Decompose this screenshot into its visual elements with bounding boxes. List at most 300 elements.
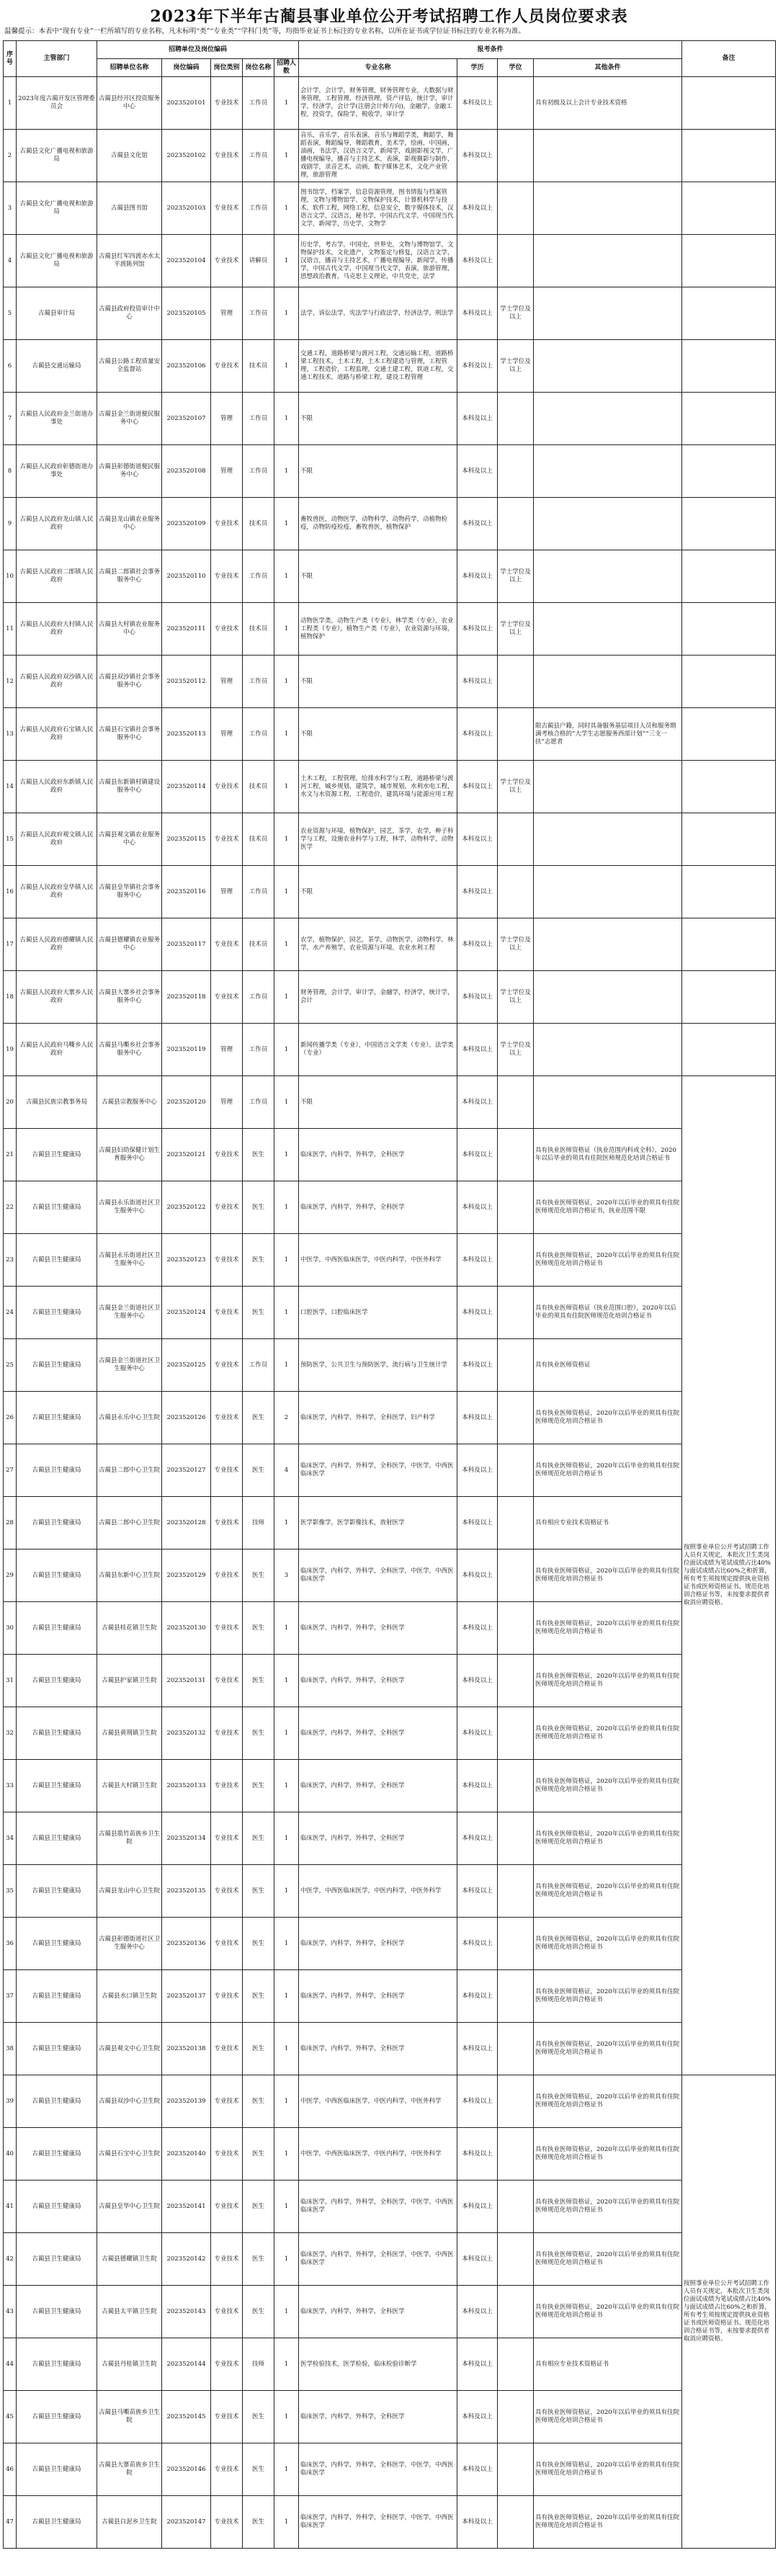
cell-edu: 本科及以上 xyxy=(457,1707,498,1760)
cell-dept: 古蔺县卫生健康局 xyxy=(17,1129,97,1181)
cell-code: 2023520110 xyxy=(162,550,211,603)
cell-pname: 工作员 xyxy=(243,182,274,235)
cell-other: 具有执业医师资格证，2020年以后毕业的须具有住院医师规范化培训合格证书 xyxy=(534,1918,682,1970)
cell-pname: 工作员 xyxy=(243,77,274,130)
cell-ptype: 专业技术 xyxy=(211,2391,243,2443)
cell-major: 临床医学，内科学，外科学，全科医学 xyxy=(299,1970,457,2023)
table-row xyxy=(4,393,776,445)
cell-num: 1 xyxy=(274,1287,299,1339)
cell-edu: 本科及以上 xyxy=(457,1444,498,1497)
cell-pname: 医生 xyxy=(243,1918,274,1970)
table-row xyxy=(4,1234,776,1287)
cell-other: 具有执业医师资格证，2020年以后毕业的须具有住院医师规范化培训合格证书 xyxy=(534,2496,682,2549)
cell-ptype: 管理 xyxy=(211,445,243,498)
cell-ptype: 专业技术 xyxy=(211,2023,243,2075)
cell-pname: 工作员 xyxy=(243,656,274,708)
cell-num: 1 xyxy=(274,1812,299,1865)
table-body xyxy=(4,77,776,2549)
table-row xyxy=(4,866,776,918)
cell-major: 中医学，中西医临床医学，中医内科学，中医外科学 xyxy=(299,2128,457,2181)
cell-pname: 工作员 xyxy=(243,550,274,603)
cell-unit: 古蔺县金兰街道便民服务中心 xyxy=(97,393,162,445)
cell-code: 2023520126 xyxy=(162,1392,211,1444)
cell-major: 临床医学，内科学，外科学，全科医学 xyxy=(299,2286,457,2338)
cell-ptype: 专业技术 xyxy=(211,813,243,866)
cell-edu: 本科及以上 xyxy=(457,813,498,866)
cell-dept: 古蔺县卫生健康局 xyxy=(17,1602,97,1655)
cell-degree xyxy=(498,2338,534,2391)
cell-code: 2023520101 xyxy=(162,77,211,130)
cell-pname: 工作员 xyxy=(243,1024,274,1076)
cell-major: 医学影像学，医学影像技术，放射医学 xyxy=(299,1497,457,1549)
cell-seq: 23 xyxy=(4,1234,17,1287)
cell-degree: 学士学位及以上 xyxy=(498,287,534,340)
table-row xyxy=(4,971,776,1024)
cell-num: 4 xyxy=(274,1444,299,1497)
cell-seq: 35 xyxy=(4,1865,17,1918)
table-row xyxy=(4,2286,776,2338)
cell-major: 临床医学，内科学，外科学，全科医学 xyxy=(299,2023,457,2075)
cell-major: 预防医学，公共卫生与预防医学，流行病与卫生统计学 xyxy=(299,1339,457,1392)
header-degree: 学位 xyxy=(498,59,534,77)
cell-pname: 医生 xyxy=(243,1760,274,1812)
cell-remark xyxy=(682,918,776,971)
cell-ptype: 专业技术 xyxy=(211,971,243,1024)
cell-edu: 本科及以上 xyxy=(457,1076,498,1129)
table-row xyxy=(4,2233,776,2286)
cell-degree xyxy=(498,2233,534,2286)
cell-ptype: 专业技术 xyxy=(211,1129,243,1181)
cell-other: 具有相应专业技术资格证书 xyxy=(534,2338,682,2391)
cell-unit: 古蔺县永乐街道社区卫生服务中心 xyxy=(97,1234,162,1287)
cell-code: 2023520129 xyxy=(162,1549,211,1602)
cell-other: 具有执业医师资格证，2020年以后毕业的须具有住院医师规范化培训合格证书 xyxy=(534,2391,682,2443)
cell-other xyxy=(534,182,682,235)
cell-major: 交通工程，道路桥梁与渡河工程，交通运输工程，道路桥梁工程技术，土木工程，土木工程建造与管理，工程管理，工程造价，工程监理，交通土建工程，铁道工程，交通工程技术，道路与桥梁工程，建设工程管理 xyxy=(299,340,457,393)
cell-major: 临床医学，内科学，外科学，全科医学 xyxy=(299,1181,457,1234)
cell-unit: 古蔺县妇幼保健计划生育服务中心 xyxy=(97,1129,162,1181)
cell-edu: 本科及以上 xyxy=(457,2023,498,2075)
cell-other: 具有执业医师资格证，2020年以后毕业的须具有住院医师规范化培训合格证书 xyxy=(534,1234,682,1287)
cell-code: 2023520138 xyxy=(162,2023,211,2075)
cell-edu: 本科及以上 xyxy=(457,1549,498,1602)
table-row xyxy=(4,1707,776,1760)
cell-other: 具有执业医师资格证，2020年以后毕业的须具有住院医师规范化培训合格证书 xyxy=(534,1970,682,2023)
cell-unit: 古蔺县龙山镇农业服务中心 xyxy=(97,498,162,550)
cell-dept: 古蔺县卫生健康局 xyxy=(17,1918,97,1970)
cell-pname: 医生 xyxy=(243,1234,274,1287)
cell-other: 具有相应专业技术资格证书 xyxy=(534,1497,682,1549)
cell-major: 土木工程，工程管理，给排水科学与工程，道路桥梁与渡河工程，城乡规划，建筑学，城市规划，水利水电工程，水文与水资源工程，工程造价，建筑环境与能源应用工程 xyxy=(299,761,457,813)
cell-edu: 本科及以上 xyxy=(457,1970,498,2023)
cell-other: 具有执业医师资格证（执业范围内科或全科），2020年以后毕业的须具有住院医师规范化培训合格证书 xyxy=(534,1129,682,1181)
cell-num: 1 xyxy=(274,2496,299,2549)
cell-edu: 本科及以上 xyxy=(457,1865,498,1918)
cell-seq: 34 xyxy=(4,1812,17,1865)
cell-pname: 技师 xyxy=(243,1497,274,1549)
cell-degree xyxy=(498,1602,534,1655)
cell-code: 2023520117 xyxy=(162,918,211,971)
cell-ptype: 专业技术 xyxy=(211,1444,243,1497)
cell-edu: 本科及以上 xyxy=(457,1129,498,1181)
cell-unit: 古蔺县皇华中心卫生院 xyxy=(97,2181,162,2233)
cell-num: 1 xyxy=(274,2233,299,2286)
cell-dept: 古蔺县卫生健康局 xyxy=(17,1865,97,1918)
cell-unit: 古蔺县太平镇卫生院 xyxy=(97,2286,162,2338)
cell-major: 临床医学，内科学，外科学，全科医学，中医学，中西医临床医学 xyxy=(299,2233,457,2286)
cell-unit: 古蔺县经开区投资服务中心 xyxy=(97,77,162,130)
cell-code: 2023520123 xyxy=(162,1234,211,1287)
cell-other: 具有执业医师资格证，2020年以后毕业的须具有住院医师规范化培训合格证书，执业范围不限 xyxy=(534,1181,682,1234)
cell-dept: 古蔺县文化广播电视和旅游局 xyxy=(17,235,97,287)
cell-code: 2023520113 xyxy=(162,708,211,761)
cell-dept: 古蔺县卫生健康局 xyxy=(17,2338,97,2391)
cell-num: 1 xyxy=(274,918,299,971)
cell-major: 临床医学，内科学，外科学，全科医学，中医学，中西医临床医学 xyxy=(299,2181,457,2233)
cell-other: 具有执业医师资格证，2020年以后毕业的须具有住院医师规范化培训合格证书 xyxy=(534,1707,682,1760)
cell-major: 临床医学，内科学，外科学，全科医学 xyxy=(299,2391,457,2443)
cell-seq: 7 xyxy=(4,393,17,445)
cell-edu: 本科及以上 xyxy=(457,1181,498,1234)
cell-other xyxy=(534,656,682,708)
cell-degree xyxy=(498,1129,534,1181)
cell-ptype: 专业技术 xyxy=(211,340,243,393)
table-row xyxy=(4,2391,776,2443)
header-seq: 序号 xyxy=(4,41,17,77)
cell-pname: 医生 xyxy=(243,2181,274,2233)
cell-num: 1 xyxy=(274,445,299,498)
cell-unit: 古蔺县彰德街道便民服务中心 xyxy=(97,445,162,498)
cell-remark xyxy=(682,761,776,813)
cell-num: 1 xyxy=(274,971,299,1024)
cell-ptype: 专业技术 xyxy=(211,1812,243,1865)
cell-num: 1 xyxy=(274,1234,299,1287)
cell-unit: 古蔺县大寨苗族乡卫生院 xyxy=(97,2443,162,2496)
cell-code: 2023520137 xyxy=(162,1970,211,2023)
cell-dept: 古蔺县交通运输局 xyxy=(17,340,97,393)
header-other: 其他条件 xyxy=(534,59,682,77)
cell-dept: 古蔺县文化广播电视和旅游局 xyxy=(17,130,97,182)
cell-dept: 古蔺县卫生健康局 xyxy=(17,1234,97,1287)
cell-ptype: 专业技术 xyxy=(211,1655,243,1707)
cell-seq: 47 xyxy=(4,2496,17,2549)
cell-edu: 本科及以上 xyxy=(457,1812,498,1865)
cell-other xyxy=(534,287,682,340)
cell-degree xyxy=(498,393,534,445)
cell-other xyxy=(534,918,682,971)
table-row xyxy=(4,761,776,813)
cell-num: 1 xyxy=(274,1865,299,1918)
cell-remark xyxy=(682,656,776,708)
cell-code: 2023520114 xyxy=(162,761,211,813)
cell-remark xyxy=(682,708,776,761)
cell-edu: 本科及以上 xyxy=(457,1234,498,1287)
cell-num: 1 xyxy=(274,761,299,813)
cell-num: 1 xyxy=(274,393,299,445)
table-row xyxy=(4,1812,776,1865)
cell-dept: 古蔺县卫生健康局 xyxy=(17,1707,97,1760)
cell-edu: 本科及以上 xyxy=(457,2181,498,2233)
cell-seq: 45 xyxy=(4,2391,17,2443)
cell-ptype: 专业技术 xyxy=(211,498,243,550)
cell-pname: 技师 xyxy=(243,2338,274,2391)
cell-major: 畜牧兽医，动物医学，动物科学，动物药学，动植物检疫，动物防疫检疫，畜牧兽医，植物保护 xyxy=(299,498,457,550)
cell-num: 1 xyxy=(274,708,299,761)
cell-code: 2023520142 xyxy=(162,2233,211,2286)
cell-edu: 本科及以上 xyxy=(457,971,498,1024)
cell-dept: 古蔺县人民政府德耀镇人民政府 xyxy=(17,918,97,971)
cell-pname: 工作员 xyxy=(243,1076,274,1129)
cell-unit: 古蔺县二郎镇社会事务服务中心 xyxy=(97,550,162,603)
cell-edu: 本科及以上 xyxy=(457,1655,498,1707)
cell-ptype: 专业技术 xyxy=(211,2075,243,2128)
table-row xyxy=(4,182,776,235)
cell-seq: 29 xyxy=(4,1549,17,1602)
cell-unit: 古蔺县观文中心卫生院 xyxy=(97,2023,162,2075)
cell-unit: 古蔺县丹桂镇卫生院 xyxy=(97,2338,162,2391)
cell-other: 具有执业医师资格证，2020年以后毕业的须具有住院医师规范化培训合格证书 xyxy=(534,2233,682,2286)
cell-code: 2023520112 xyxy=(162,656,211,708)
cell-pname: 医生 xyxy=(243,1392,274,1444)
cell-code: 2023520111 xyxy=(162,603,211,656)
cell-pname: 医生 xyxy=(243,1129,274,1181)
header-dept: 主管部门 xyxy=(17,41,97,77)
cell-other: 具有执业医师资格证，2020年以后毕业的须具有住院医师规范化培训合格证书 xyxy=(534,1812,682,1865)
cell-pname: 技术员 xyxy=(243,813,274,866)
cell-unit: 古蔺县政府投资审计中心 xyxy=(97,287,162,340)
cell-ptype: 专业技术 xyxy=(211,2286,243,2338)
table-row xyxy=(4,1287,776,1339)
cell-num: 1 xyxy=(274,340,299,393)
table-row xyxy=(4,2338,776,2391)
cell-dept: 古蔺县卫生健康局 xyxy=(17,1812,97,1865)
cell-seq: 21 xyxy=(4,1129,17,1181)
cell-num: 1 xyxy=(274,2128,299,2181)
cell-num: 1 xyxy=(274,1760,299,1812)
cell-major: 中医学，中西医临床医学，中医内科学，中医外科学 xyxy=(299,2075,457,2128)
cell-seq: 25 xyxy=(4,1339,17,1392)
cell-seq: 13 xyxy=(4,708,17,761)
cell-edu: 本科及以上 xyxy=(457,77,498,130)
cell-major: 临床医学，内科学，外科学，全科医学 xyxy=(299,1707,457,1760)
cell-num: 1 xyxy=(274,235,299,287)
cell-ptype: 管理 xyxy=(211,866,243,918)
cell-edu: 本科及以上 xyxy=(457,235,498,287)
cell-code: 2023520146 xyxy=(162,2443,211,2496)
cell-code: 2023520102 xyxy=(162,130,211,182)
cell-pname: 技术员 xyxy=(243,918,274,971)
cell-seq: 37 xyxy=(4,1970,17,2023)
cell-code: 2023520130 xyxy=(162,1602,211,1655)
cell-unit: 古蔺县德耀镇农业服务中心 xyxy=(97,918,162,971)
cell-pname: 医生 xyxy=(243,1865,274,1918)
cell-other xyxy=(534,235,682,287)
cell-dept: 古蔺县人民政府二郎镇人民政府 xyxy=(17,550,97,603)
cell-dept: 古蔺县卫生健康局 xyxy=(17,1970,97,2023)
cell-unit: 古蔺县二郎中心卫生院 xyxy=(97,1497,162,1549)
cell-major: 图书馆学，档案学，信息资源管理，图书情报与档案管理，文物与博物馆学，文物保护技术，计算机科学与技术，软件工程，网络工程，信息安全，数字媒体技术，汉语言文学，汉语言，秘书学，中国古代文学，中国现当代文学，新闻学，历史学，文物学 xyxy=(299,182,457,235)
cell-code: 2023520120 xyxy=(162,1076,211,1129)
cell-seq: 36 xyxy=(4,1918,17,1970)
cell-remark xyxy=(682,235,776,287)
cell-dept: 古蔺县卫生健康局 xyxy=(17,2233,97,2286)
cell-num: 1 xyxy=(274,1602,299,1655)
cell-ptype: 专业技术 xyxy=(211,2233,243,2286)
cell-num: 1 xyxy=(274,1339,299,1392)
cell-dept: 古蔺县卫生健康局 xyxy=(17,2443,97,2496)
page-title: 2023年下半年古蔺县事业单位公开考试招聘工作人员岗位要求表 xyxy=(150,7,628,26)
cell-other xyxy=(534,603,682,656)
cell-edu: 本科及以上 xyxy=(457,1760,498,1812)
cell-unit: 古蔺县东新中心卫生院 xyxy=(97,1549,162,1602)
cell-edu: 本科及以上 xyxy=(457,2075,498,2128)
cell-dept: 2023年度古蔺开发区管理委员会 xyxy=(17,77,97,130)
cell-other xyxy=(534,813,682,866)
cell-major: 不限 xyxy=(299,1076,457,1129)
cell-pname: 医生 xyxy=(243,1707,274,1760)
cell-major: 临床医学，内科学，外科学，全科医学，妇产科学 xyxy=(299,1392,457,1444)
cell-edu: 本科及以上 xyxy=(457,2233,498,2286)
cell-num: 1 xyxy=(274,813,299,866)
cell-seq: 5 xyxy=(4,287,17,340)
cell-other xyxy=(534,1076,682,1129)
table-row xyxy=(4,550,776,603)
cell-unit: 古蔺县大寨乡社会事务服务中心 xyxy=(97,971,162,1024)
cell-num: 1 xyxy=(274,1181,299,1234)
header-ptype: 岗位类别 xyxy=(211,59,243,77)
cell-edu: 本科及以上 xyxy=(457,340,498,393)
cell-dept: 古蔺县民族宗教事务局 xyxy=(17,1076,97,1129)
cell-degree xyxy=(498,498,534,550)
cell-seq: 26 xyxy=(4,1392,17,1444)
cell-other: 具有执业医师资格证，2020年以后毕业的须具有住院医师规范化培训合格证书 xyxy=(534,2128,682,2181)
cell-dept: 古蔺县审计局 xyxy=(17,287,97,340)
header-group: 招聘单位及岗位编码 xyxy=(97,41,299,59)
cell-code: 2023520103 xyxy=(162,182,211,235)
cell-dept: 古蔺县卫生健康局 xyxy=(17,1655,97,1707)
cell-code: 2023520124 xyxy=(162,1287,211,1339)
cell-degree xyxy=(498,77,534,130)
cell-degree xyxy=(498,2023,534,2075)
header-edu: 学历 xyxy=(457,59,498,77)
cell-degree xyxy=(498,1234,534,1287)
cell-num: 1 xyxy=(274,1655,299,1707)
cell-degree xyxy=(498,1970,534,2023)
cell-other xyxy=(534,130,682,182)
cell-ptype: 专业技术 xyxy=(211,2496,243,2549)
cell-edu: 本科及以上 xyxy=(457,1918,498,1970)
cell-dept: 古蔺县卫生健康局 xyxy=(17,1444,97,1497)
cell-degree xyxy=(498,235,534,287)
cell-pname: 医生 xyxy=(243,1970,274,2023)
cell-seq: 17 xyxy=(4,918,17,971)
cell-edu: 本科及以上 xyxy=(457,1392,498,1444)
table-row xyxy=(4,1339,776,1392)
table-row xyxy=(4,656,776,708)
cell-seq: 10 xyxy=(4,550,17,603)
table-row xyxy=(4,2128,776,2181)
cell-num: 1 xyxy=(274,182,299,235)
cell-ptype: 专业技术 xyxy=(211,2443,243,2496)
header-row-1 xyxy=(4,41,776,59)
cell-pname: 技术员 xyxy=(243,340,274,393)
cell-remark xyxy=(682,393,776,445)
cell-major: 临床医学，内科学，外科学，全科医学 xyxy=(299,1812,457,1865)
cell-ptype: 专业技术 xyxy=(211,1287,243,1339)
table-row xyxy=(4,1655,776,1707)
header-unit: 招聘单位名称 xyxy=(97,59,162,77)
table-row xyxy=(4,1970,776,2023)
cell-edu: 本科及以上 xyxy=(457,130,498,182)
cell-remark xyxy=(682,1024,776,1076)
cell-edu: 本科及以上 xyxy=(457,918,498,971)
cell-seq: 16 xyxy=(4,866,17,918)
cell-pname: 医生 xyxy=(243,2496,274,2549)
cell-degree xyxy=(498,1549,534,1602)
cell-degree: 学士学位及以上 xyxy=(498,340,534,393)
cell-major: 不限 xyxy=(299,866,457,918)
table-row xyxy=(4,1918,776,1970)
cell-seq: 38 xyxy=(4,2023,17,2075)
cell-major: 临床医学，内科学，外科学，全科医学，中医学，中西医临床医学 xyxy=(299,2496,457,2549)
cell-degree xyxy=(498,708,534,761)
cell-other: 具有执业医师资格证，2020年以后毕业的须具有住院医师规范化培训合格证书 xyxy=(534,1602,682,1655)
cell-pname: 工作员 xyxy=(243,971,274,1024)
cell-unit: 古蔺县黄荆镇卫生院 xyxy=(97,1707,162,1760)
cell-remark xyxy=(682,813,776,866)
cell-major: 临床医学，内科学，外科学，全科医学，中医学，中西医临床医学 xyxy=(299,2443,457,2496)
cell-code: 2023520119 xyxy=(162,1024,211,1076)
cell-unit: 古蔺县图书馆 xyxy=(97,182,162,235)
cell-remark xyxy=(682,498,776,550)
cell-major: 音乐，音乐学，音乐表演，音乐与舞蹈学类，舞蹈学，舞蹈表演，舞蹈编导，舞蹈教育，美术学，绘画，中国画，油画，书法学，汉语言文学，新闻学，戏剧影视文学，广播电视编导，播音与主持艺术，表演，影视摄影与制作，戏剧学，录音艺术，动画，数字媒体艺术，文化产业管理，旅游管理 xyxy=(299,130,457,182)
cell-major: 会计学，会计学，财务管理，财务管理专业，大数据与财务管理，工程管理，经济管理，资产评估，统计学，审计学，经济学，会计学(注册会计师方向)，金融学，金融工程，投资学，保险学，税收学，审计学 xyxy=(299,77,457,130)
cell-num: 1 xyxy=(274,2286,299,2338)
cell-num: 1 xyxy=(274,130,299,182)
cell-ptype: 专业技术 xyxy=(211,1339,243,1392)
cell-major: 中医学，中西医临床医学，中医内科学，中医外科学 xyxy=(299,1234,457,1287)
cell-dept: 古蔺县卫生健康局 xyxy=(17,1287,97,1339)
cell-code: 2023520109 xyxy=(162,498,211,550)
cell-seq: 11 xyxy=(4,603,17,656)
cell-degree xyxy=(498,1865,534,1918)
cell-num: 1 xyxy=(274,1024,299,1076)
cell-dept: 古蔺县人民政府东新镇人民政府 xyxy=(17,761,97,813)
cell-unit: 古蔺县大村镇农业服务中心 xyxy=(97,603,162,656)
cell-code: 2023520141 xyxy=(162,2181,211,2233)
cell-num: 1 xyxy=(274,2075,299,2128)
cell-seq: 19 xyxy=(4,1024,17,1076)
cell-other xyxy=(534,1024,682,1076)
table-row xyxy=(4,2496,776,2549)
cell-num: 1 xyxy=(274,1497,299,1549)
cell-edu: 本科及以上 xyxy=(457,1287,498,1339)
cell-seq: 6 xyxy=(4,340,17,393)
cell-code: 2023520143 xyxy=(162,2286,211,2338)
cell-seq: 22 xyxy=(4,1181,17,1234)
cell-other: 具有执业医师资格证，2020年以后毕业的须具有住院医师规范化培训合格证书 xyxy=(534,2023,682,2075)
cell-num: 1 xyxy=(274,603,299,656)
cell-degree: 学士学位及以上 xyxy=(498,918,534,971)
cell-seq: 15 xyxy=(4,813,17,866)
cell-dept: 古蔺县文化广播电视和旅游局 xyxy=(17,182,97,235)
table-row xyxy=(4,918,776,971)
cell-pname: 技术员 xyxy=(243,498,274,550)
cell-unit: 古蔺县二郎中心卫生院 xyxy=(97,1444,162,1497)
cell-dept: 古蔺县人民政府大寨乡人民政府 xyxy=(17,971,97,1024)
cell-pname: 工作员 xyxy=(243,866,274,918)
cell-unit: 古蔺县东新镇村镇建设服务中心 xyxy=(97,761,162,813)
